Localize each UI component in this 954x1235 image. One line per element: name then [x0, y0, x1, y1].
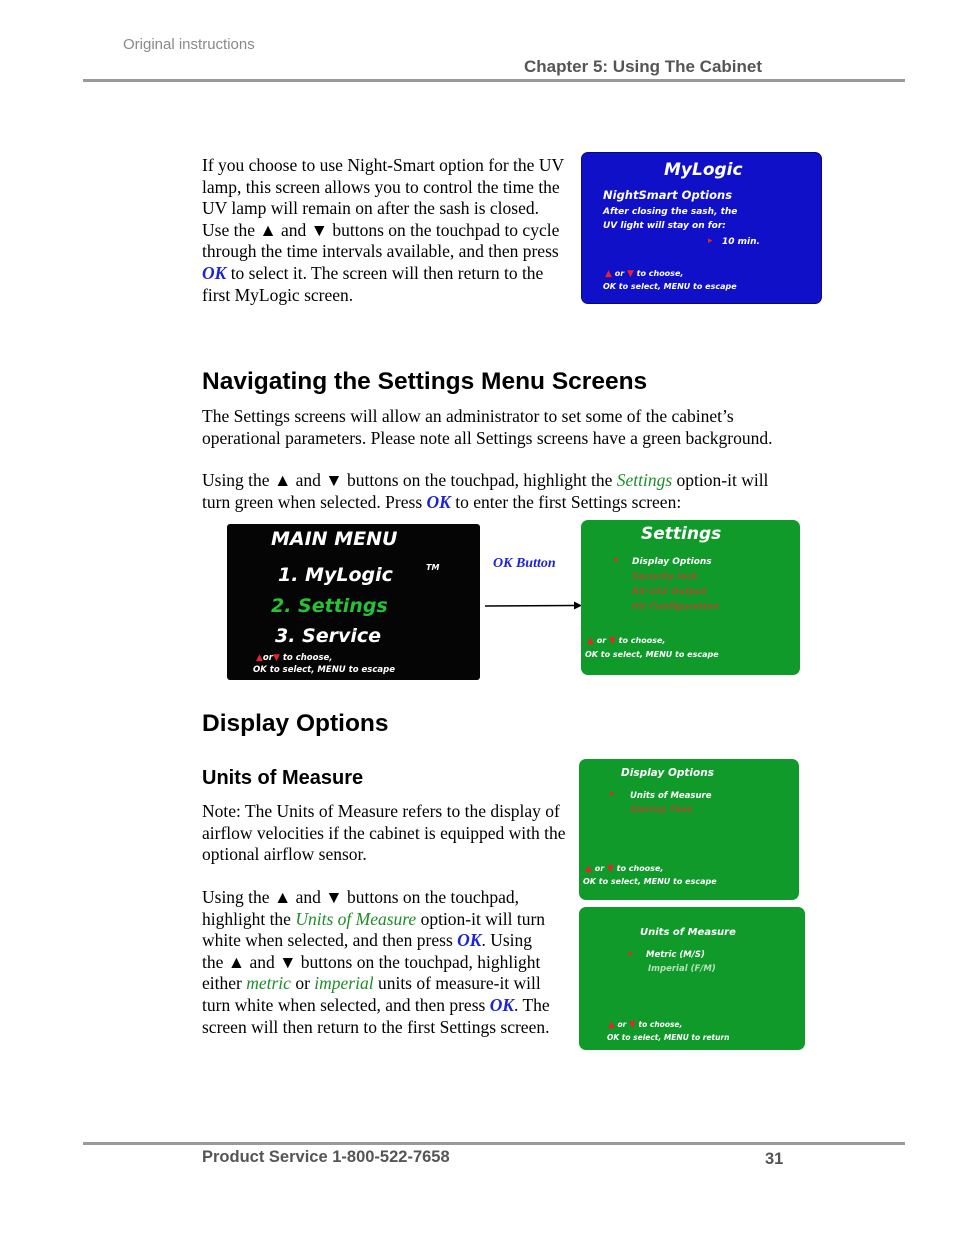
- display-options-title: Display Options: [621, 767, 714, 779]
- selection-marker-icon: ▸: [614, 555, 619, 565]
- arrow-down-icon: ▼: [629, 1020, 636, 1030]
- value-marker-icon: ▸: [708, 236, 713, 246]
- main-menu-hint-choose: ▲or▼ to choose,: [256, 653, 333, 663]
- header-rule: [83, 79, 905, 82]
- nightsmart-hint-choose: ▲ or ▼ to choose,: [605, 269, 684, 279]
- nightsmart-line-2: UV light will stay on for:: [603, 221, 726, 231]
- settings-screen: [581, 520, 800, 675]
- chapter-title: Chapter 5: Using The Cabinet: [524, 57, 763, 76]
- main-menu-item-mylogic: 1. MyLogic: [278, 564, 393, 586]
- product-service-phone: Product Service 1-800-522-7658: [202, 1148, 450, 1166]
- page-number: 31: [765, 1150, 784, 1168]
- original-instructions-label: Original instructions: [123, 36, 255, 53]
- section-heading-settings-menu: Navigating the Settings Menu Screens: [202, 368, 648, 395]
- uom-ok-2: OK: [489, 994, 515, 1015]
- units-hint-choose: ▲ or ▼ to choose,: [608, 1020, 683, 1030]
- arrow-right-icon: [484, 598, 584, 614]
- nightsmart-hint-select: OK to select, MENU to escape: [603, 282, 737, 291]
- intro-ok: OK: [202, 262, 227, 283]
- units-screen-title: Units of Measure: [640, 927, 736, 938]
- display-options-hint-choose: ▲ or ▼ to choose,: [585, 864, 664, 874]
- main-menu-item-settings: 2. Settings: [271, 595, 388, 617]
- arrow-up-icon: ▲: [585, 864, 592, 874]
- settings-item-rs232-output: RS-232 Output: [632, 587, 707, 597]
- main-menu-title: MAIN MENU: [271, 528, 398, 550]
- units-item-metric: Metric (M/S): [646, 950, 705, 960]
- selection-marker-icon: ▸: [629, 949, 634, 959]
- settings-paragraph-1: The Settings screens will allow an administrator to set some of the cabinet’s operational parameters. Please note all Settings screens have a green background.: [202, 406, 773, 448]
- arrow-up-icon: ▲: [605, 269, 612, 279]
- arrow-up-icon: ▲: [608, 1020, 615, 1030]
- trademark-mark: TM: [426, 563, 440, 572]
- main-menu-hint-select: OK to select, MENU to escape: [253, 665, 395, 675]
- intro-paragraph: [202, 155, 564, 306]
- main-menu-screen: [227, 524, 480, 680]
- units-instructions: Using the ▲ and ▼ buttons on the touchpad, highlight the Units of Measure option-it will turn white when selected, and then press OK. Using the ▲ and ▼ buttons on the touchpad, highlight either metric or imperial units of measure-it will turn white when selected, and then press OK. The screen will then return to the first Settings screen.: [202, 887, 550, 1037]
- settings-paragraph-2: Using the ▲ and ▼ buttons on the touchpad, highlight the Settings option-it will turn green when selected. Press OK to enter the first Settings screen:: [202, 470, 769, 512]
- settings-keyword: Settings: [616, 470, 673, 490]
- nightsmart-line-1: After closing the sash, the: [603, 207, 738, 217]
- arrow-up-icon: ▲: [256, 653, 263, 663]
- main-menu-item-service: 3. Service: [275, 625, 382, 647]
- settings-hint-choose: ▲ or ▼ to choose,: [587, 636, 666, 646]
- units-note: Note: The Units of Measure refers to the display of airflow velocities if the cabinet is equipped with the optional airflow sensor.: [202, 801, 566, 865]
- settings-item-security-lock: Security lock: [632, 572, 698, 582]
- section-heading-display-options: Display Options: [202, 710, 389, 737]
- imperial-keyword: imperial: [314, 973, 374, 994]
- mylogic-title: MyLogic: [664, 160, 743, 180]
- display-options-item-startup: Startup Time: [630, 805, 693, 815]
- arrow-up-icon: ▲: [587, 636, 594, 646]
- display-options-item-units: Units of Measure: [630, 791, 712, 801]
- arrow-down-icon: ▼: [608, 636, 616, 646]
- intro-text-2: to select it. The screen will then return to the first MyLogic screen.: [202, 262, 544, 305]
- display-options-hint-select: OK to select, MENU to escape: [583, 877, 717, 886]
- settings-screen-title: Settings: [641, 524, 722, 544]
- settings-hint-select: OK to select, MENU to escape: [585, 650, 719, 659]
- units-hint-select: OK to select, MENU to return: [607, 1033, 730, 1042]
- subheading-units-of-measure: Units of Measure: [202, 767, 364, 789]
- nightsmart-value: 10 min.: [722, 237, 760, 247]
- arrow-down-icon: ▼: [626, 269, 634, 279]
- nightsmart-subtitle: NightSmart Options: [603, 188, 733, 202]
- uom-keyword: Units of Measure: [295, 908, 417, 929]
- metric-keyword: metric: [246, 973, 291, 994]
- mylogic-nightsmart-screen: [581, 152, 822, 304]
- arrow-down-icon: ▼: [272, 653, 280, 663]
- settings-ok: OK: [426, 491, 451, 512]
- uom-ok-1: OK: [457, 930, 482, 951]
- units-of-measure-screen: [579, 907, 805, 1050]
- intro-text-1: If you choose to use Night-Smart option for the UV lamp, this screen allows you to control the time the UV lamp will remain on after the sash is closed. Use the ▲ and ▼ buttons on the touchpad to cycle through the time intervals available, and then press: [202, 155, 564, 262]
- selection-marker-icon: ▸: [610, 789, 615, 799]
- settings-item-uv-configuration: UV Configuration: [632, 602, 720, 612]
- units-item-imperial: Imperial (F/M): [648, 964, 716, 974]
- arrow-down-icon: ▼: [606, 864, 614, 874]
- settings-item-display-options: Display Options: [632, 557, 712, 567]
- display-options-screen: [579, 759, 799, 900]
- ok-button-label: OK Button: [493, 556, 556, 571]
- footer-rule: [83, 1142, 905, 1145]
